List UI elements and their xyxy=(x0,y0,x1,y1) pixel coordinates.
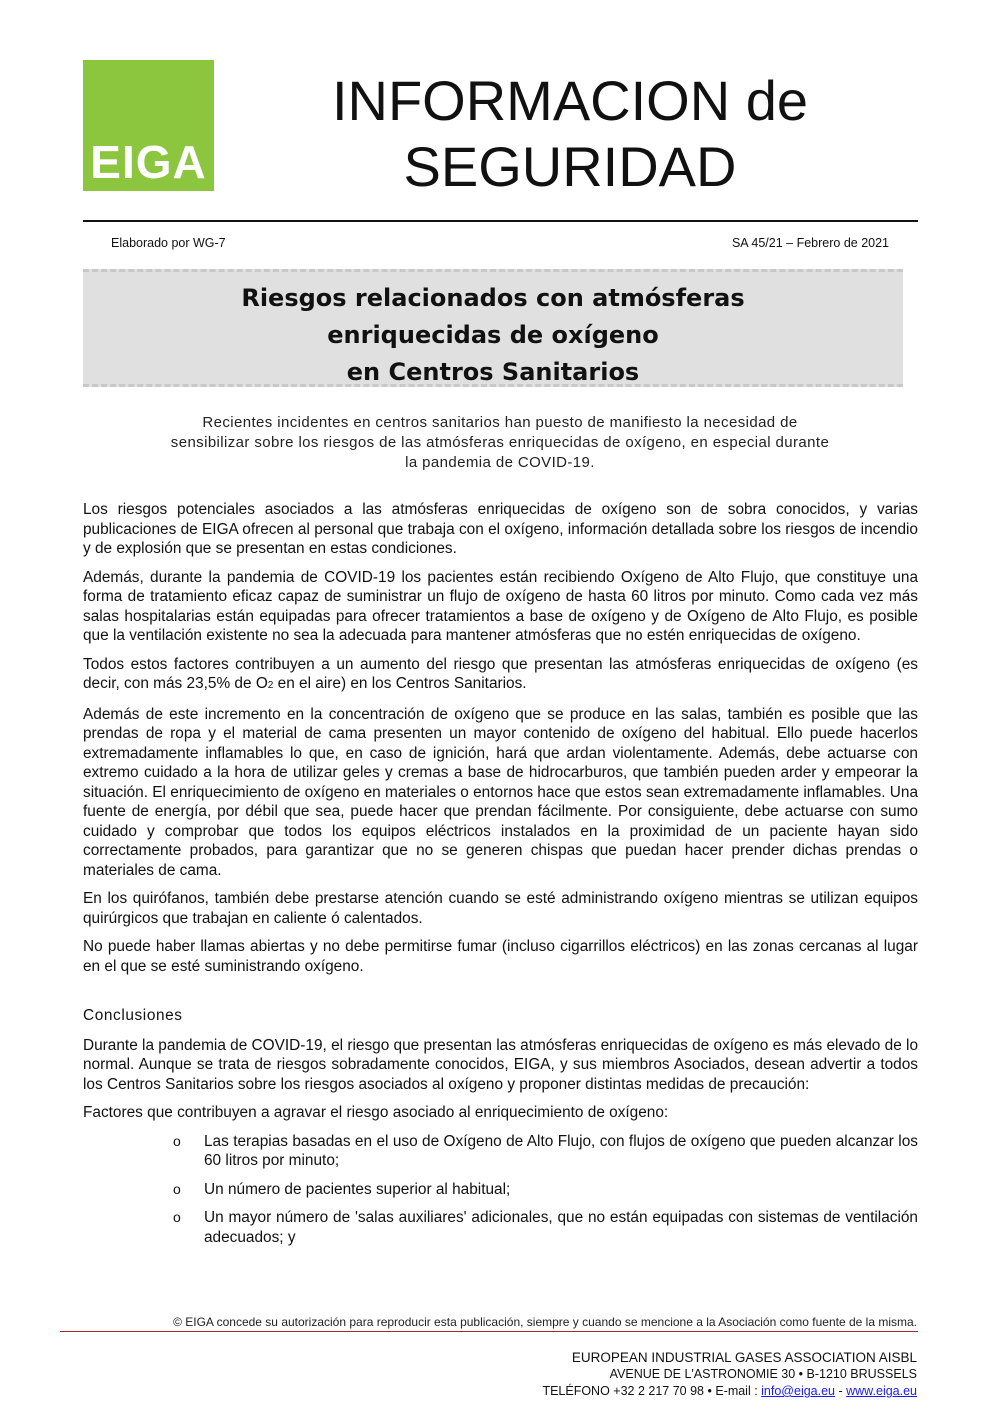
header-divider xyxy=(83,220,918,222)
document-title-box xyxy=(83,269,903,387)
paragraph: Además de este incremento en la concentración de oxígeno que se produce en las salas, también es posible que las prendas de ropa y el material de cama presenten un mayor contenido de oxígeno del habitual. Ello puede hacerlos extremadamente inflamables lo que, en caso de ignición, hará que ardan violentamente. Además, debe actuarse con extremo cuidado a la hora de utilizar geles y cremas a base de hidrocarburos, que también pueden arder y empeorar la situación. El enriquecimiento de oxígeno en materiales o entornos hace que estos sean extremadamente inflamables. Una fuente de energía, por débil que sea, puede hacer que prendan fácilmente. Por consiguiente, debe actuarse con sumo cuidado y comprobar que todos los equipos eléctricos instalados en la proximidad de un paciente hayan sido correctamente probados, para garantizar que no se generen chispas que puedan hacer prender dichas prendas o materiales de cama. xyxy=(83,705,919,879)
list-item-text: Un número de pacientes superior al habitual; xyxy=(204,1180,511,1198)
bullet-circle-icon: o xyxy=(173,1180,181,1197)
section-heading: Conclusiones xyxy=(83,1007,183,1024)
paragraph: No puede haber llamas abiertas y no debe permitirse fumar (incluso cigarrillos eléctricos) en las zonas cercanas al lugar en el que se esté suministrando oxígeno. xyxy=(83,938,918,975)
footer-separator: - xyxy=(835,1384,847,1398)
bullet-circle-icon: o xyxy=(173,1209,181,1225)
footer xyxy=(542,1349,917,1400)
prepared-by: Elaborado por WG-7 xyxy=(111,236,226,250)
paragraph-text: Todos estos factores contribuyen a un aumento del riesgo que presentan las atmósferas enriquecidas de oxígeno (es decir, con más 23,5% de O xyxy=(83,655,918,692)
page-title xyxy=(230,68,910,200)
copyright-notice: © EIGA concede su autorización para reproducir esta publicación, siempre y cuando se mencione a la Asociación como fuente de la misma. xyxy=(173,1315,917,1329)
paragraph: Durante la pandemia de COVID-19, el riesgo que presentan las atmósferas enriquecidas de oxígeno es más elevado de lo normal. Aunque se trata de riesgos sobradamente conocidos, EIGA, y sus miembros Asociados, desean advertir a todos los Centros Sanitarios sobre los riesgos asociados al oxígeno y proponer distintas medidas de precaución: xyxy=(83,1036,919,1093)
page-title-line1: INFORMACION de xyxy=(331,69,809,132)
footer-divider xyxy=(60,1331,918,1332)
document-reference: SA 45/21 – Febrero de 2021 xyxy=(731,236,889,250)
footer-contact xyxy=(542,1383,917,1400)
document-title-line2: enriquecidas de oxígeno xyxy=(327,321,659,349)
list-item xyxy=(83,1180,918,1200)
document-body xyxy=(83,500,918,1256)
paragraph: Además, durante la pandemia de COVID-19 los pacientes están recibiendo Oxígeno de Alto Flujo, que constituye una forma de tratamiento eficaz capaz de suministrar un flujo de oxígeno de hasta 60 litros por minuto. Como cada vez más salas hospitalarias están equipadas para ofrecer tratamientos a base de oxígeno y de Oxígeno de Alto Flujo, es posible que la ventilación existente no sea la adecuada para mantener atmósferas que no estén enriquecidas de oxígeno. xyxy=(83,568,918,644)
bullet-list xyxy=(83,1132,918,1248)
logo-text: EIGA xyxy=(90,136,207,188)
paragraph: En los quirófanos, también debe prestarse atención cuando se esté administrando oxígeno mientras se utilizan equipos quirúrgicos que trabajan en caliente ó calentados. xyxy=(83,890,918,927)
paragraph: Factores que contribuyen a agravar el riesgo asociado al enriquecimiento de oxígeno: xyxy=(83,1104,669,1121)
document-title-line3: en Centros Sanitarios xyxy=(346,358,640,386)
list-item-text: Un mayor número de 'salas auxiliares' adicionales, que no están equipadas con sistemas de ventilación adecuados; y xyxy=(204,1209,918,1246)
page-title-line2: SEGURIDAD xyxy=(403,135,737,198)
footer-address: AVENUE DE L'ASTRONOMIE 30 • B-1210 BRUSSELS xyxy=(609,1367,917,1381)
email-link[interactable]: info@eiga.eu xyxy=(761,1384,836,1398)
website-link[interactable]: www.eiga.eu xyxy=(846,1384,917,1398)
bullet-circle-icon: o xyxy=(173,1132,181,1149)
document-title-line1: Riesgos relacionados con atmósferas xyxy=(241,284,745,312)
footer-organization: EUROPEAN INDUSTRIAL GASES ASSOCIATION AISBL xyxy=(571,1350,917,1365)
subscript: 2 xyxy=(267,680,274,691)
paragraph-text: en el aire) en los Centros Sanitarios. xyxy=(273,675,527,692)
footer-phone: TELÉFONO +32 2 217 70 98 • E-mail : xyxy=(542,1384,762,1398)
eiga-logo xyxy=(83,60,214,191)
list-item xyxy=(83,1208,918,1247)
list-item xyxy=(83,1132,918,1171)
paragraph: Los riesgos potenciales asociados a las atmósferas enriquecidas de oxígeno son de sobra conocidos, y varias publicaciones de EIGA ofrecen al personal que trabaja con el oxígeno, información detallada sobre los riesgos de incendio y de explosión que se presentan en estas condiciones. xyxy=(83,501,918,557)
list-item-text: Las terapias basadas en el uso de Oxígeno de Alto Flujo, con flujos de oxígeno que pueden alcanzar los 60 litros por minuto; xyxy=(204,1132,918,1169)
paragraph xyxy=(83,655,918,696)
intro-summary: Recientes incidentes en centros sanitarios han puesto de manifiesto la necesidad de sensibilizar sobre los riesgos de las atmósferas enriquecidas de oxígeno, en especial durante la pandemia de COVID-19. xyxy=(170,414,830,471)
